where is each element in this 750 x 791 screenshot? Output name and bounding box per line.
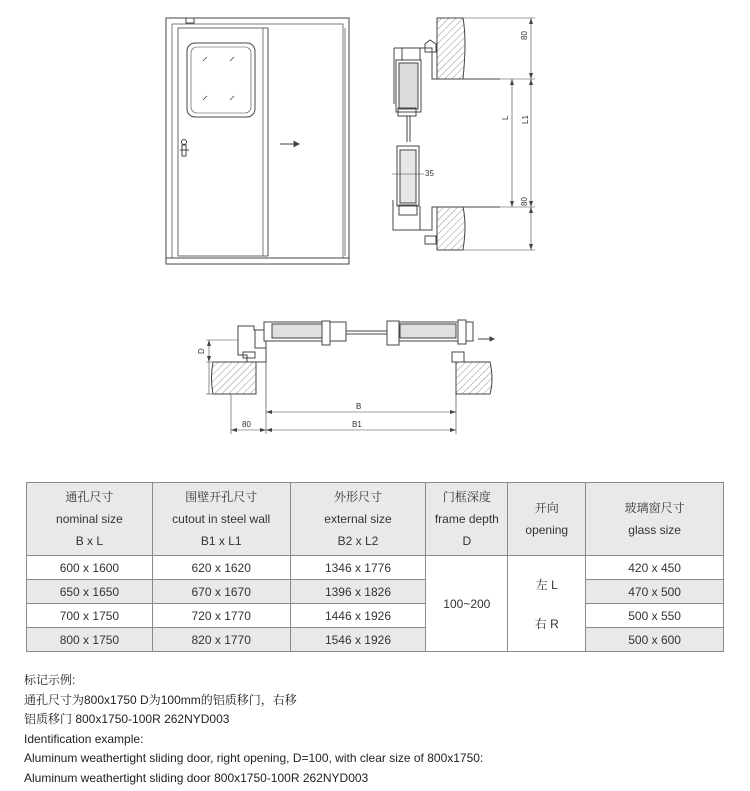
table-row [27,604,724,628]
cell-cutout: 820 x 1770 [152,628,290,652]
table-row [27,580,724,604]
cell-external: 1396 x 1826 [290,580,426,604]
header-frame-depth: 门框深度 frame depth D [426,483,508,556]
header-nominal-size: 通孔尺寸 nominal size B x L [27,483,153,556]
cell-external: 1446 x 1926 [290,604,426,628]
cell-cutout: 670 x 1670 [152,580,290,604]
en-heading: Identification example: [24,731,144,746]
cell-cutout: 620 x 1620 [152,556,290,580]
horizontal-section [206,320,494,434]
cell-nominal: 700 x 1750 [27,604,153,628]
table-header-row [27,483,724,556]
door-handle-icon [180,140,189,157]
header-glass-size: 玻璃窗尺寸 glass size [586,483,724,556]
spec-table [26,482,724,652]
door-outer-frame [166,18,349,264]
header-cutout: 围壁开孔尺寸 cutout in steel wall B1 x L1 [152,483,290,556]
dim-bottom-80: 80 [520,197,529,206]
cell-nominal: 800 x 1750 [27,628,153,652]
cell-glass: 500 x 600 [586,628,724,652]
en-line-2: Aluminum weathertight sliding door 800x1750-100R 262NYD003 [24,770,369,785]
dim-35: 35 [425,169,434,178]
cell-external: 1546 x 1926 [290,628,426,652]
opening-right: 右 R [534,616,559,631]
dim-l: L [501,115,510,120]
opening-arrow-icon [280,142,299,147]
cell-opening [508,556,586,652]
front-elevation [166,18,349,264]
cell-glass: 500 x 550 [586,604,724,628]
cell-frame-depth: 100~200 [426,556,508,652]
table-row [27,628,724,652]
dim-top-80: 80 [520,31,529,40]
cell-nominal: 600 x 1600 [27,556,153,580]
cell-nominal: 650 x 1650 [27,580,153,604]
cell-glass: 470 x 500 [586,580,724,604]
header-opening: 开向 opening [508,483,586,556]
zh-line-2: 铝质移门 800x1750-100R 262NYD003 [24,712,230,726]
door-window [187,43,255,117]
zh-heading: 标记示例: [24,673,76,687]
header-external-size: 外形尺寸 external size B2 x L2 [290,483,426,556]
table-row [27,556,724,580]
dim-80: 80 [242,420,251,429]
dim-l1: L1 [521,115,530,124]
cell-glass: 420 x 450 [586,556,724,580]
en-line-1: Aluminum weathertight sliding door, right opening, D=100, with clear size of 800x1750: [24,751,484,765]
horizontal-opening-arrow-icon [478,337,494,341]
identification-notes [24,671,483,788]
cell-external: 1346 x 1776 [290,556,426,580]
opening-left: 左 L [535,577,558,592]
zh-line-1: 通孔尺寸为800x1750 D为100mm的铝质移门，右移 [24,692,297,707]
dim-b1: B1 [352,420,362,429]
vertical-section [392,18,535,250]
dim-d: D [197,348,206,354]
cell-cutout: 720 x 1770 [152,604,290,628]
dim-b: B [356,402,362,411]
